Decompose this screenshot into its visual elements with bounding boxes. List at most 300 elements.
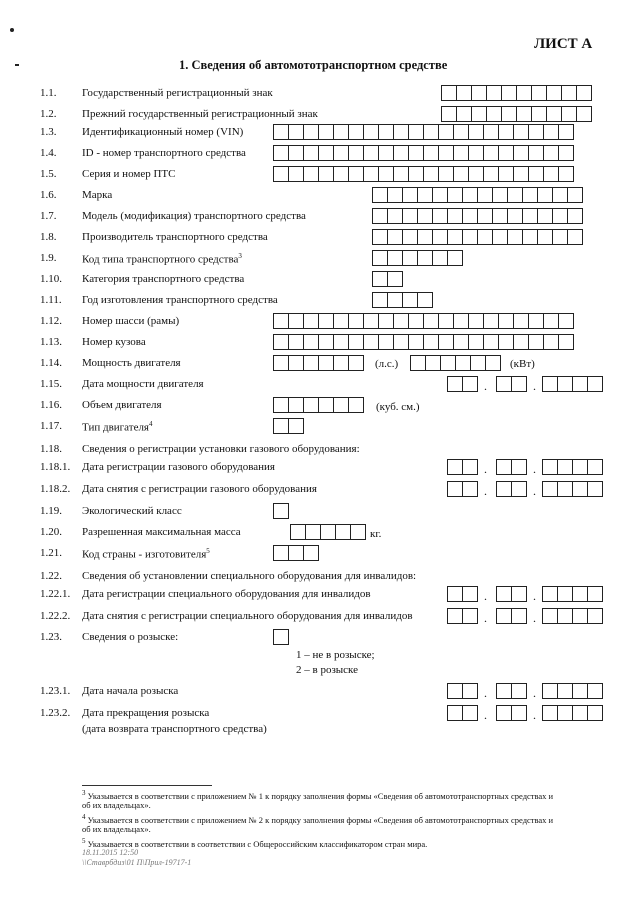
char-input-group[interactable] [273,166,574,182]
char-cell[interactable] [438,124,454,140]
char-input-group[interactable] [542,586,603,602]
char-cell[interactable] [378,124,394,140]
char-input-group[interactable] [447,586,478,602]
char-cell[interactable] [557,608,573,624]
char-input-group[interactable] [542,481,603,497]
char-cell[interactable] [303,166,319,182]
char-cell[interactable] [288,355,304,371]
char-cell[interactable] [587,459,603,475]
char-cell[interactable] [462,683,478,699]
char-cell[interactable] [567,208,583,224]
char-cell[interactable] [387,187,403,203]
char-cell[interactable] [318,334,334,350]
char-cell[interactable] [288,545,304,561]
char-cell[interactable] [447,229,463,245]
char-cell[interactable] [273,397,289,413]
char-input-group[interactable] [372,208,583,224]
char-cell[interactable] [393,334,409,350]
char-input-group[interactable] [496,376,527,392]
char-input-group[interactable] [372,271,403,287]
char-input-group[interactable] [290,524,366,540]
char-cell[interactable] [572,459,588,475]
char-cell[interactable] [408,166,424,182]
char-cell[interactable] [498,166,514,182]
char-cell[interactable] [423,124,439,140]
char-cell[interactable] [572,608,588,624]
char-cell[interactable] [453,124,469,140]
char-cell[interactable] [372,271,388,287]
char-cell[interactable] [513,124,529,140]
char-cell[interactable] [462,187,478,203]
char-cell[interactable] [542,608,558,624]
char-cell[interactable] [543,145,559,161]
char-cell[interactable] [462,705,478,721]
char-cell[interactable] [511,459,527,475]
char-cell[interactable] [387,271,403,287]
char-input-group[interactable] [447,376,478,392]
char-cell[interactable] [542,705,558,721]
char-cell[interactable] [320,524,336,540]
char-cell[interactable] [350,524,366,540]
char-cell[interactable] [543,313,559,329]
char-cell[interactable] [483,313,499,329]
char-cell[interactable] [393,166,409,182]
char-cell[interactable] [537,208,553,224]
char-cell[interactable] [333,355,349,371]
char-cell[interactable] [408,313,424,329]
char-cell[interactable] [496,376,512,392]
char-cell[interactable] [318,313,334,329]
char-cell[interactable] [447,481,463,497]
char-cell[interactable] [447,376,463,392]
char-cell[interactable] [372,250,388,266]
char-cell[interactable] [531,85,547,101]
char-input-group[interactable] [273,629,289,645]
char-input-group[interactable] [496,608,527,624]
char-cell[interactable] [303,124,319,140]
char-cell[interactable] [567,229,583,245]
char-cell[interactable] [273,124,289,140]
char-cell[interactable] [528,124,544,140]
char-input-group[interactable] [273,418,304,434]
char-cell[interactable] [561,85,577,101]
char-cell[interactable] [432,187,448,203]
char-cell[interactable] [453,145,469,161]
char-cell[interactable] [456,106,472,122]
char-cell[interactable] [558,166,574,182]
char-cell[interactable] [441,106,457,122]
char-cell[interactable] [372,292,388,308]
char-cell[interactable] [587,683,603,699]
char-cell[interactable] [417,208,433,224]
char-cell[interactable] [408,124,424,140]
char-cell[interactable] [303,313,319,329]
char-cell[interactable] [561,106,577,122]
char-cell[interactable] [408,145,424,161]
char-cell[interactable] [496,683,512,699]
char-cell[interactable] [438,313,454,329]
char-cell[interactable] [496,459,512,475]
char-input-group[interactable] [273,145,574,161]
char-input-group[interactable] [496,459,527,475]
char-cell[interactable] [552,187,568,203]
char-cell[interactable] [273,355,289,371]
char-cell[interactable] [333,166,349,182]
char-input-group[interactable] [447,481,478,497]
char-cell[interactable] [348,145,364,161]
char-cell[interactable] [557,705,573,721]
char-cell[interactable] [402,187,418,203]
char-cell[interactable] [393,313,409,329]
char-cell[interactable] [273,166,289,182]
char-cell[interactable] [447,705,463,721]
char-cell[interactable] [335,524,351,540]
char-cell[interactable] [348,355,364,371]
char-input-group[interactable] [542,459,603,475]
char-cell[interactable] [477,208,493,224]
char-cell[interactable] [303,334,319,350]
char-cell[interactable] [557,376,573,392]
char-cell[interactable] [498,145,514,161]
char-cell[interactable] [363,334,379,350]
char-cell[interactable] [513,145,529,161]
char-input-group[interactable] [542,376,603,392]
char-cell[interactable] [537,229,553,245]
char-input-group[interactable] [542,608,603,624]
char-input-group[interactable] [372,292,433,308]
char-cell[interactable] [318,124,334,140]
char-cell[interactable] [468,313,484,329]
char-cell[interactable] [363,124,379,140]
char-cell[interactable] [455,355,471,371]
char-cell[interactable] [288,397,304,413]
char-cell[interactable] [423,313,439,329]
char-cell[interactable] [483,124,499,140]
char-cell[interactable] [440,355,456,371]
char-cell[interactable] [587,705,603,721]
char-cell[interactable] [417,292,433,308]
char-cell[interactable] [511,705,527,721]
char-cell[interactable] [513,334,529,350]
char-cell[interactable] [546,85,562,101]
char-cell[interactable] [501,106,517,122]
char-cell[interactable] [546,106,562,122]
char-cell[interactable] [557,459,573,475]
char-input-group[interactable] [273,124,574,140]
char-cell[interactable] [567,187,583,203]
char-cell[interactable] [417,229,433,245]
char-cell[interactable] [542,376,558,392]
char-cell[interactable] [471,106,487,122]
char-input-group[interactable] [273,545,319,561]
char-cell[interactable] [507,229,523,245]
char-cell[interactable] [456,85,472,101]
char-cell[interactable] [318,355,334,371]
char-cell[interactable] [587,586,603,602]
char-cell[interactable] [483,145,499,161]
char-cell[interactable] [447,459,463,475]
char-cell[interactable] [572,376,588,392]
char-cell[interactable] [333,397,349,413]
char-input-group[interactable] [447,459,478,475]
char-cell[interactable] [511,481,527,497]
char-cell[interactable] [447,208,463,224]
char-cell[interactable] [528,313,544,329]
char-cell[interactable] [471,85,487,101]
char-cell[interactable] [387,250,403,266]
char-cell[interactable] [425,355,441,371]
char-cell[interactable] [498,334,514,350]
char-input-group[interactable] [496,705,527,721]
char-cell[interactable] [528,334,544,350]
char-cell[interactable] [402,208,418,224]
char-cell[interactable] [522,187,538,203]
char-cell[interactable] [423,166,439,182]
char-input-group[interactable] [273,355,364,371]
char-cell[interactable] [438,334,454,350]
char-cell[interactable] [402,229,418,245]
char-cell[interactable] [522,229,538,245]
char-input-group[interactable] [441,85,592,101]
char-cell[interactable] [273,503,289,519]
char-cell[interactable] [468,166,484,182]
char-cell[interactable] [387,208,403,224]
char-cell[interactable] [483,166,499,182]
char-cell[interactable] [576,106,592,122]
char-cell[interactable] [387,292,403,308]
char-cell[interactable] [402,292,418,308]
char-cell[interactable] [273,334,289,350]
char-cell[interactable] [572,586,588,602]
char-cell[interactable] [372,187,388,203]
char-cell[interactable] [543,124,559,140]
char-cell[interactable] [468,145,484,161]
char-cell[interactable] [557,481,573,497]
char-cell[interactable] [516,106,532,122]
char-cell[interactable] [572,683,588,699]
char-cell[interactable] [498,124,514,140]
char-cell[interactable] [542,586,558,602]
char-cell[interactable] [423,145,439,161]
char-cell[interactable] [543,166,559,182]
char-input-group[interactable] [447,608,478,624]
char-cell[interactable] [492,208,508,224]
char-cell[interactable] [528,145,544,161]
char-cell[interactable] [393,145,409,161]
char-cell[interactable] [273,418,289,434]
char-cell[interactable] [587,376,603,392]
char-cell[interactable] [498,313,514,329]
char-cell[interactable] [542,459,558,475]
char-cell[interactable] [447,187,463,203]
char-cell[interactable] [542,683,558,699]
char-cell[interactable] [288,313,304,329]
char-cell[interactable] [511,683,527,699]
char-cell[interactable] [576,85,592,101]
char-cell[interactable] [516,85,532,101]
char-cell[interactable] [552,208,568,224]
char-cell[interactable] [492,187,508,203]
char-cell[interactable] [348,166,364,182]
char-input-group[interactable] [273,397,364,413]
char-cell[interactable] [447,608,463,624]
char-cell[interactable] [288,124,304,140]
char-cell[interactable] [587,481,603,497]
char-cell[interactable] [273,145,289,161]
char-cell[interactable] [501,85,517,101]
char-cell[interactable] [492,229,508,245]
char-cell[interactable] [447,683,463,699]
char-input-group[interactable] [496,586,527,602]
char-cell[interactable] [486,85,502,101]
char-cell[interactable] [462,376,478,392]
char-cell[interactable] [288,166,304,182]
char-cell[interactable] [348,334,364,350]
char-cell[interactable] [511,608,527,624]
char-input-group[interactable] [410,355,501,371]
char-cell[interactable] [557,586,573,602]
char-cell[interactable] [543,334,559,350]
char-input-group[interactable] [273,503,289,519]
char-cell[interactable] [303,145,319,161]
char-cell[interactable] [288,418,304,434]
char-cell[interactable] [468,124,484,140]
char-cell[interactable] [447,250,463,266]
char-cell[interactable] [303,355,319,371]
char-input-group[interactable] [273,313,574,329]
char-cell[interactable] [273,629,289,645]
char-cell[interactable] [511,586,527,602]
char-cell[interactable] [462,608,478,624]
char-cell[interactable] [372,229,388,245]
char-cell[interactable] [408,334,424,350]
char-cell[interactable] [542,481,558,497]
char-cell[interactable] [432,208,448,224]
char-cell[interactable] [333,124,349,140]
char-cell[interactable] [423,334,439,350]
char-cell[interactable] [363,313,379,329]
char-cell[interactable] [507,208,523,224]
char-cell[interactable] [363,145,379,161]
char-cell[interactable] [507,187,523,203]
char-cell[interactable] [290,524,306,540]
char-cell[interactable] [470,355,486,371]
char-cell[interactable] [318,166,334,182]
char-cell[interactable] [387,229,403,245]
char-cell[interactable] [348,124,364,140]
char-input-group[interactable] [447,683,478,699]
char-cell[interactable] [496,481,512,497]
char-cell[interactable] [513,166,529,182]
char-cell[interactable] [438,166,454,182]
char-cell[interactable] [410,355,426,371]
char-cell[interactable] [477,187,493,203]
char-cell[interactable] [333,313,349,329]
char-cell[interactable] [378,313,394,329]
char-cell[interactable] [552,229,568,245]
char-cell[interactable] [513,313,529,329]
char-cell[interactable] [477,229,493,245]
char-cell[interactable] [453,313,469,329]
char-cell[interactable] [572,705,588,721]
char-input-group[interactable] [496,683,527,699]
char-cell[interactable] [441,85,457,101]
char-cell[interactable] [496,608,512,624]
char-cell[interactable] [305,524,321,540]
char-cell[interactable] [273,545,289,561]
char-cell[interactable] [417,250,433,266]
char-cell[interactable] [417,187,433,203]
char-input-group[interactable] [372,187,583,203]
char-cell[interactable] [372,208,388,224]
char-cell[interactable] [333,145,349,161]
char-cell[interactable] [348,397,364,413]
char-cell[interactable] [468,334,484,350]
char-cell[interactable] [558,334,574,350]
char-input-group[interactable] [441,106,592,122]
char-cell[interactable] [558,145,574,161]
char-cell[interactable] [483,334,499,350]
char-cell[interactable] [447,586,463,602]
char-cell[interactable] [303,545,319,561]
char-cell[interactable] [557,683,573,699]
char-input-group[interactable] [273,334,574,350]
char-cell[interactable] [273,313,289,329]
char-cell[interactable] [587,608,603,624]
char-input-group[interactable] [447,705,478,721]
char-cell[interactable] [462,208,478,224]
char-cell[interactable] [558,124,574,140]
char-cell[interactable] [485,355,501,371]
char-cell[interactable] [318,397,334,413]
char-cell[interactable] [486,106,502,122]
char-cell[interactable] [288,334,304,350]
char-cell[interactable] [402,250,418,266]
char-cell[interactable] [432,229,448,245]
char-cell[interactable] [378,166,394,182]
char-cell[interactable] [333,334,349,350]
char-cell[interactable] [462,459,478,475]
char-input-group[interactable] [372,250,463,266]
char-cell[interactable] [537,187,553,203]
char-cell[interactable] [288,145,304,161]
char-input-group[interactable] [496,481,527,497]
char-cell[interactable] [528,166,544,182]
char-input-group[interactable] [542,705,603,721]
char-cell[interactable] [522,208,538,224]
char-cell[interactable] [462,481,478,497]
char-cell[interactable] [531,106,547,122]
char-cell[interactable] [432,250,448,266]
char-cell[interactable] [363,166,379,182]
char-cell[interactable] [511,376,527,392]
char-cell[interactable] [453,334,469,350]
char-cell[interactable] [438,145,454,161]
char-cell[interactable] [462,229,478,245]
char-cell[interactable] [378,145,394,161]
char-cell[interactable] [378,334,394,350]
char-cell[interactable] [303,397,319,413]
char-cell[interactable] [453,166,469,182]
char-cell[interactable] [496,586,512,602]
char-cell[interactable] [558,313,574,329]
char-cell[interactable] [496,705,512,721]
char-cell[interactable] [348,313,364,329]
char-input-group[interactable] [372,229,583,245]
char-cell[interactable] [462,586,478,602]
char-cell[interactable] [572,481,588,497]
char-cell[interactable] [393,124,409,140]
